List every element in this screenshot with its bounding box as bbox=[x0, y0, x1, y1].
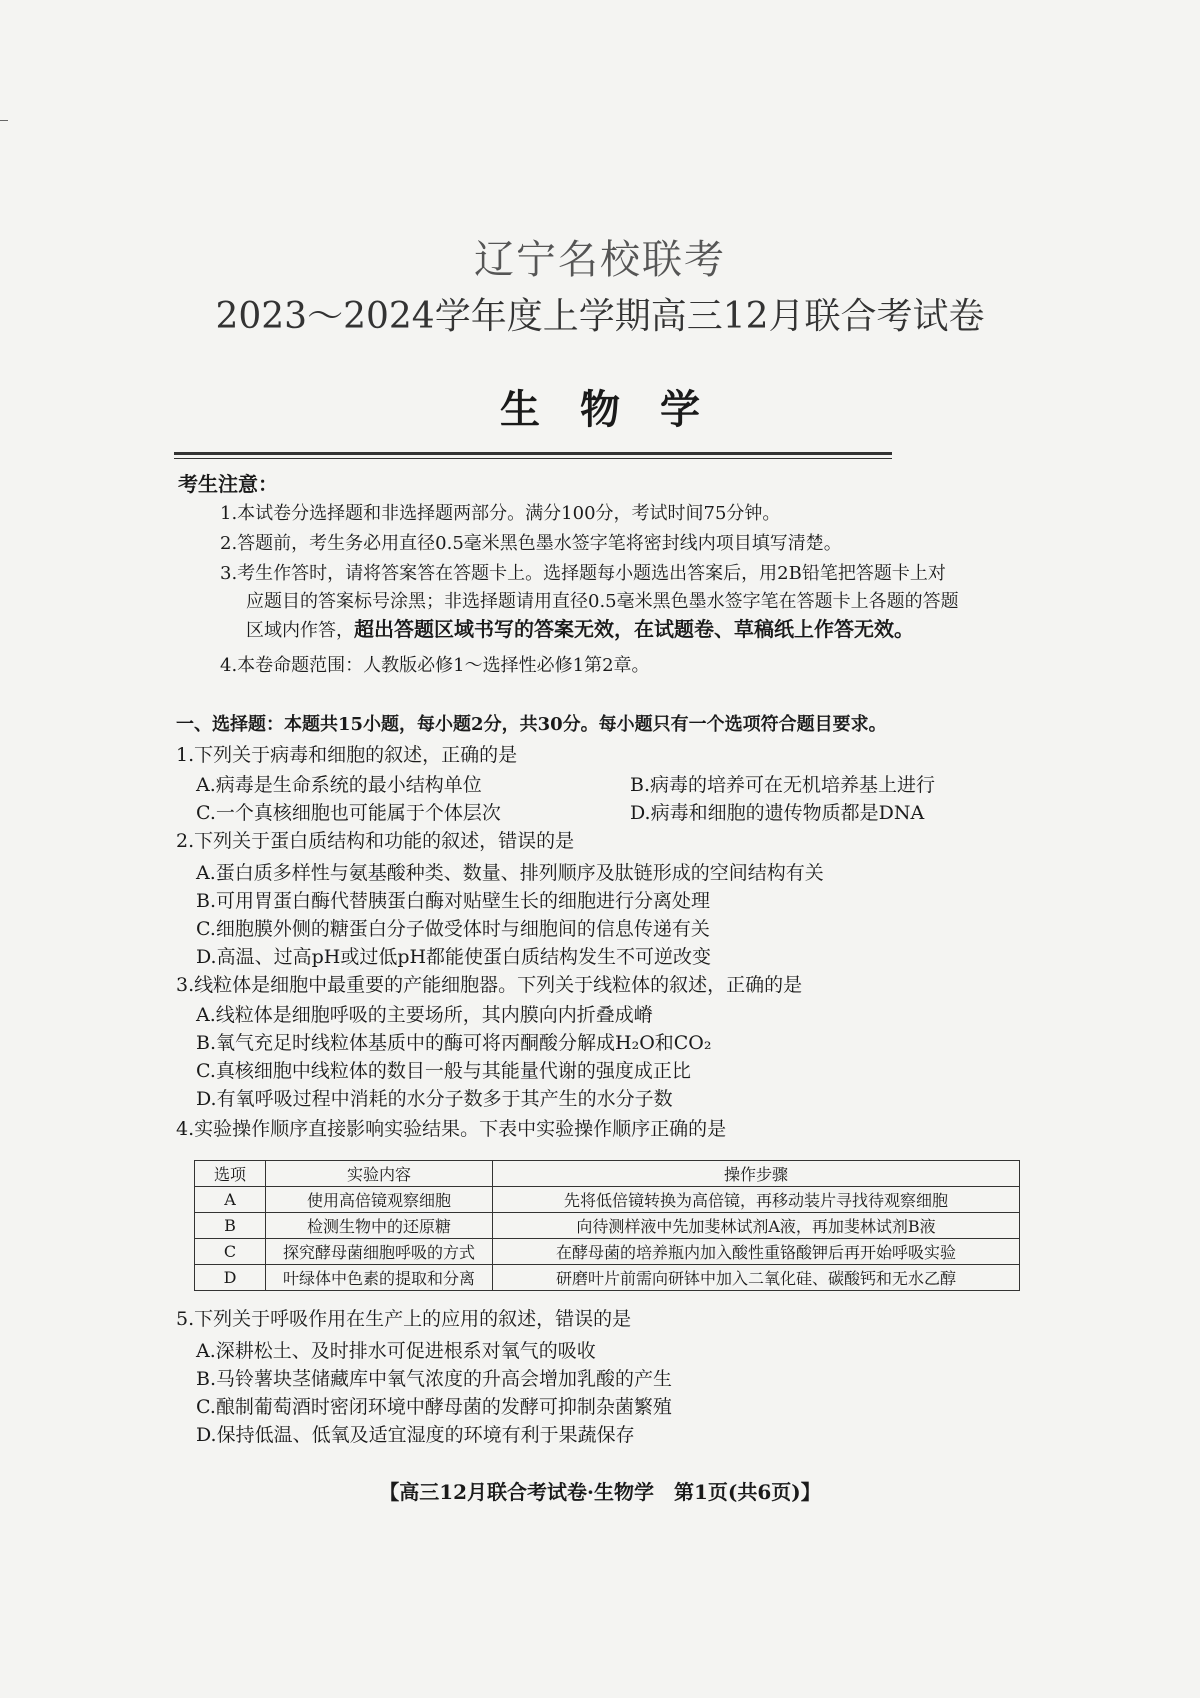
question-2-option-b: B.可用胃蛋白酶代替胰蛋白酶对贴壁生长的细胞进行分离处理 bbox=[196, 890, 711, 912]
table-header: 操作步骤 bbox=[493, 1161, 1020, 1187]
table-cell: 使用高倍镜观察细胞 bbox=[266, 1187, 493, 1213]
table-cell: 向待测样液中先加斐林试剂A液，再加斐林试剂B液 bbox=[493, 1213, 1020, 1239]
header-rule-thick bbox=[174, 452, 892, 455]
question-5-option-c: C.酿制葡萄酒时密闭环境中酵母菌的发酵可抑制杂菌繁殖 bbox=[196, 1396, 672, 1418]
table-cell: 先将低倍镜转换为高倍镜，再移动装片寻找待观察细胞 bbox=[493, 1187, 1020, 1213]
scan-edge-mark bbox=[0, 120, 8, 121]
page-footer: 【高三12月联合考试卷·生物学 第1页(共6页)】 bbox=[379, 1480, 821, 1504]
table-row bbox=[195, 1213, 1020, 1239]
notice-emphasis: 超出答题区域书写的答案无效，在试题卷、草稿纸上作答无效。 bbox=[354, 617, 914, 641]
question-5-option-b: B.马铃薯块茎储藏库中氧气浓度的升高会增加乳酸的产生 bbox=[196, 1368, 673, 1390]
question-1-option-c: C.一个真核细胞也可能属于个体层次 bbox=[196, 802, 501, 824]
question-5-option-d: D.保持低温、低氧及适宜湿度的环境有利于果蔬保存 bbox=[196, 1424, 635, 1446]
notice-item-3-cont: 应题目的答案标号涂黑；非选择题请用直径0.5毫米黑色墨水签字笔在答题卡上各题的答题 bbox=[246, 591, 959, 612]
question-3-option-c: C.真核细胞中线粒体的数目一般与其能量代谢的强度成正比 bbox=[196, 1060, 691, 1082]
table-cell: 研磨叶片前需向研钵中加入二氧化硅、碳酸钙和无水乙醇 bbox=[493, 1265, 1020, 1291]
table-cell: A bbox=[195, 1187, 266, 1213]
question-2-option-a: A.蛋白质多样性与氨基酸种类、数量、排列顺序及肽链形成的空间结构有关 bbox=[196, 862, 824, 884]
table-cell: 探究酵母菌细胞呼吸的方式 bbox=[266, 1239, 493, 1265]
table-cell: B bbox=[195, 1213, 266, 1239]
question-2-option-d: D.高温、过高pH或过低pH都能使蛋白质结构发生不可逆改变 bbox=[196, 946, 712, 968]
table-cell: 在酵母菌的培养瓶内加入酸性重铬酸钾后再开始呼吸实验 bbox=[493, 1239, 1020, 1265]
question-2-stem: 2.下列关于蛋白质结构和功能的叙述，错误的是 bbox=[176, 830, 575, 852]
section-heading: 一、选择题：本题共15小题，每小题2分，共30分。每小题只有一个选项符合题目要求。 bbox=[176, 714, 887, 735]
table-row bbox=[195, 1187, 1020, 1213]
table-cell: 叶绿体中色素的提取和分离 bbox=[266, 1265, 493, 1291]
question-1-option-b: B.病毒的培养可在无机培养基上进行 bbox=[630, 774, 936, 796]
table-row bbox=[195, 1239, 1020, 1265]
notice-heading: 考生注意： bbox=[178, 472, 278, 496]
question-3-stem: 3.线粒体是细胞中最重要的产能细胞器。下列关于线粒体的叙述，正确的是 bbox=[176, 974, 803, 996]
subject-title: 生物学 bbox=[500, 386, 740, 433]
exam-title: 2023～2024学年度上学期高三12月联合考试卷 bbox=[215, 296, 985, 337]
question-1-option-a: A.病毒是生命系统的最小结构单位 bbox=[196, 774, 482, 796]
question-5-stem: 5.下列关于呼吸作用在生产上的应用的叙述，错误的是 bbox=[176, 1308, 632, 1330]
question-5-option-a: A.深耕松土、及时排水可促进根系对氧气的吸收 bbox=[196, 1340, 596, 1362]
question-3-option-b: B.氧气充足时线粒体基质中的酶可将丙酮酸分解成H₂O和CO₂ bbox=[196, 1032, 712, 1054]
notice-item-4: 4.本卷命题范围：人教版必修1～选择性必修1第2章。 bbox=[220, 655, 650, 676]
table-header: 选项 bbox=[195, 1161, 266, 1187]
notice-item-3: 3.考生作答时，请将答案答在答题卡上。选择题每小题选出答案后，用2B铅笔把答题卡上对 bbox=[220, 563, 946, 584]
question-4-stem: 4.实验操作顺序直接影响实验结果。下表中实验操作顺序正确的是 bbox=[176, 1118, 727, 1140]
question-2-option-c: C.细胞膜外侧的糖蛋白分子做受体时与细胞间的信息传递有关 bbox=[196, 918, 710, 940]
notice-item-2: 2.答题前，考生务必用直径0.5毫米黑色墨水签字笔将密封线内项目填写清楚。 bbox=[220, 533, 842, 554]
exam-series-title: 辽宁名校联考 bbox=[474, 237, 726, 283]
notice-item-3-cont2 bbox=[246, 616, 914, 644]
header-rule-thin bbox=[174, 458, 892, 459]
question-3-option-a: A.线粒体是细胞呼吸的主要场所，其内膜向内折叠成嵴 bbox=[196, 1004, 653, 1026]
notice-text: 区域内作答， bbox=[246, 620, 354, 641]
table-header: 实验内容 bbox=[266, 1161, 493, 1187]
table-cell: 检测生物中的还原糖 bbox=[266, 1213, 493, 1239]
question-1-stem: 1.下列关于病毒和细胞的叙述，正确的是 bbox=[176, 744, 518, 766]
table-header-row bbox=[195, 1161, 1020, 1187]
notice-item-1: 1.本试卷分选择题和非选择题两部分。满分100分，考试时间75分钟。 bbox=[220, 503, 781, 524]
question-1-option-d: D.病毒和细胞的遗传物质都是DNA bbox=[630, 802, 925, 824]
table-cell: D bbox=[195, 1265, 266, 1291]
table-cell: C bbox=[195, 1239, 266, 1265]
question-3-option-d: D.有氧呼吸过程中消耗的水分子数多于其产生的水分子数 bbox=[196, 1088, 673, 1110]
table-row bbox=[195, 1265, 1020, 1291]
experiment-table bbox=[194, 1160, 1020, 1291]
